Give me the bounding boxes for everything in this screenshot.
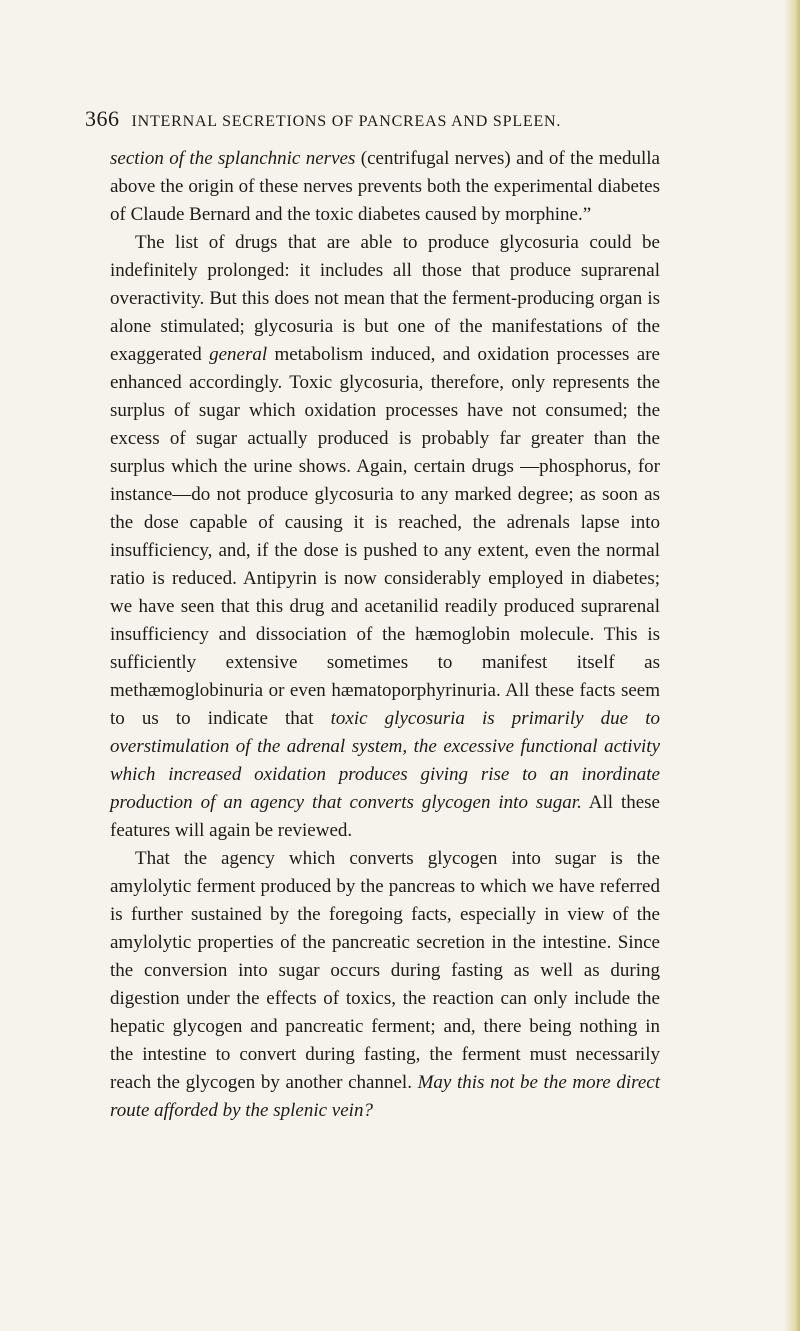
paragraph-2 [110,229,660,845]
running-title: INTERNAL SECRETIONS OF PANCREAS AND SPLEEN. [131,113,562,130]
text-run: That the agency which converts glycogen into sugar is the amylolytic ferment produced by the pancreas to which we have referred is further sustained by the foregoing facts, especially in view of the amylolytic properties of the pancreatic secretion in the intestine. Since the conversion into sugar occurs during fasting as well as during digestion under the effects of toxics, the reaction can only include the hepatic glycogen and pancreatic ferment; and, there being nothing in the intestine to convert during fasting, the ferment must necessarily reach the glycogen by another channel. [110,848,660,1093]
text-run: toxic glycosuria is primarily due to overstimulation of the adrenal system, the excessive functional activity which increased oxidation produces giving rise to an inordinate production of an agency that converts glycogen into sugar. [110,708,660,813]
text-run: (centrifugal nerves) and of the medulla above the origin of these nerves prevents both the experimental diabetes of Claude Bernard and the toxic diabetes caused by morphine.” [110,148,660,225]
paragraph-3 [110,845,660,1125]
text-run: The list of drugs that are able to produce glycosuria could be indefinitely prolonged: it includes all those that produce suprarenal overactivity. But this does not mean that the ferment-producing organ is alone stimulated; glycosuria is but one of the manifestations of the exaggerated [110,232,660,365]
page-header [85,107,705,134]
text-run: section of the splanchnic nerves [110,148,356,169]
text-run: All these features will again be reviewed. [110,792,660,841]
paragraph-1 [110,145,660,229]
page-number: 366 [85,106,120,131]
body-text [110,145,660,1125]
text-run: general [209,344,268,365]
page-edge-shadow [784,0,800,1331]
text-run: metabolism induced, and oxidation processes are enhanced accordingly. Toxic glycosuria, therefore, only represents the surplus of sugar which oxidation processes have not consumed; the excess of sugar actually produced is probably far greater than the surplus which the urine shows. Again, certain drugs —phosphorus, for instance—do not produce glycosuria to any marked degree; as soon as the dose capable of causing it is reached, the adrenals lapse into insufficiency, and, if the dose is pushed to any extent, even the normal ratio is reduced. Antipyrin is now considerably employed in diabetes; we have seen that this drug and acetanilid readily produced suprarenal insufficiency and dissociation of the hæmoglobin molecule. This is sufficiently extensive sometimes to manifest itself as methæmoglobinuria or even hæmatoporphyrinuria. All these facts seem to us to indicate that [110,344,660,729]
text-run: May this not be the more direct route afforded by the splenic vein? [110,1072,660,1121]
